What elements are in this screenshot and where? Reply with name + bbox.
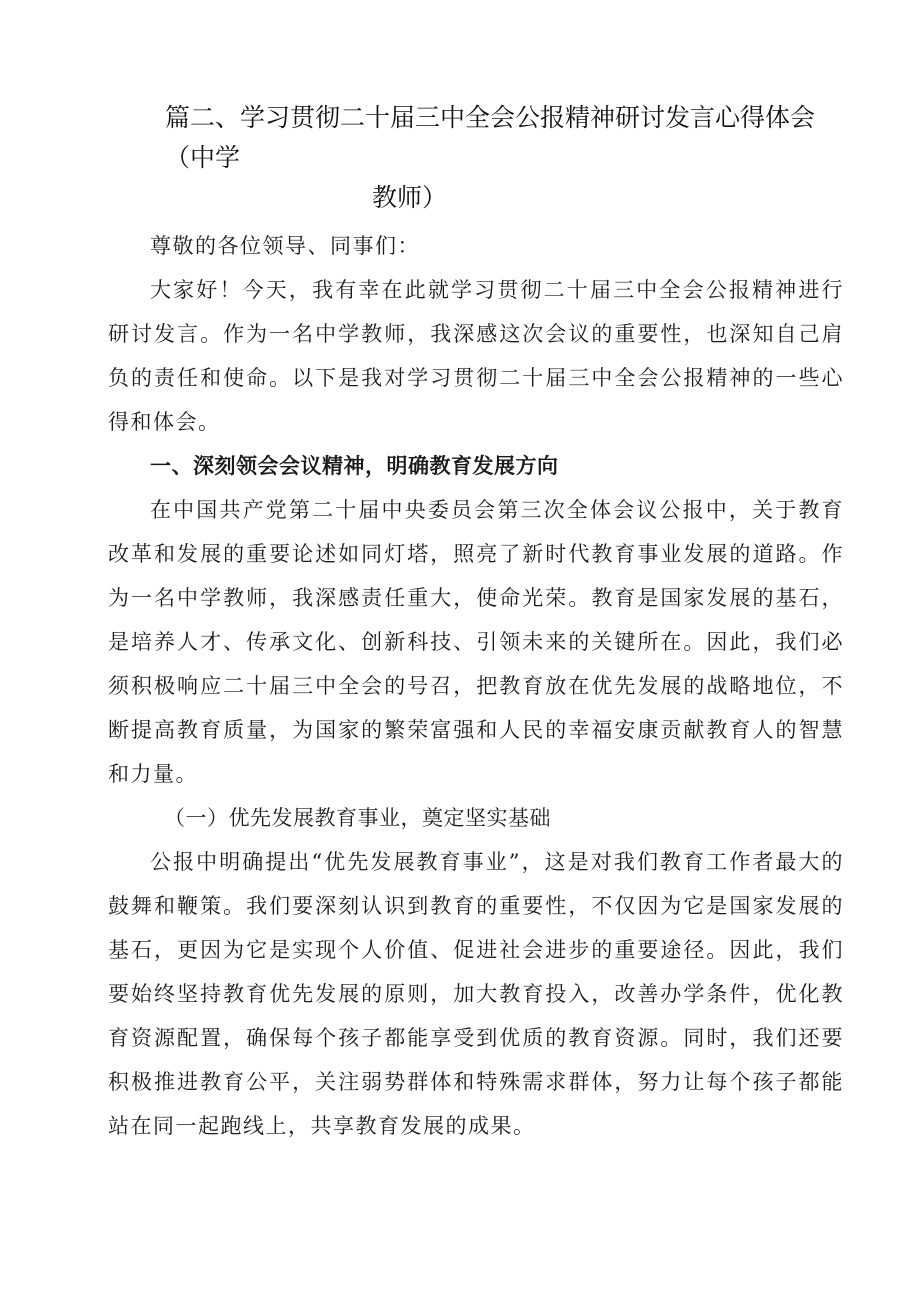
- document-title: [165, 98, 855, 218]
- document-body: [108, 224, 844, 1148]
- subsection-1-heading: （一）优先发展教育事业，奠定坚实基础: [164, 806, 551, 830]
- section-1-paragraph: 在中国共产党第二十届中央委员会第三次全体会议公报中，关于教育改革和发展的重要论述如同灯塔，照亮了新时代教育事业发展的道路。作为一名中学教师，我深感责任重大，使命光荣。教育是国家发展的基石，是培养人才、传承文化、创新科技、引领未来的关键所在。因此，我们必须积极响应二十届三中全会的号召，把教育放在优先发展的战略地位，不断提高教育质量，为国家的繁荣富强和人民的幸福安康贡献教育人的智慧和力量。: [108, 498, 844, 786]
- intro-paragraph: 大家好！今天，我有幸在此就学习贯彻二十届三中全会公报精神进行研讨发言。作为一名中学教师，我深感这次会议的重要性，也深知自己肩负的责任和使命。以下是我对学习贯彻二十届三中全会公报精神的一些心得和体会。: [108, 278, 844, 434]
- greeting: 尊敬的各位领导、同事们：: [150, 234, 420, 258]
- title-line-1: 篇二、学习贯彻二十届三中全会公报精神研讨发言心得体会（中学: [165, 103, 816, 172]
- section-1-heading: 一、深刻领会会议精神，明确教育发展方向: [150, 454, 559, 478]
- title-line-2: 教师）: [372, 183, 448, 212]
- subsection-1-paragraph: 公报中明确提出“优先发展教育事业”，这是对我们教育工作者最大的鼓舞和鞭策。我们要深刻认识到教育的重要性，不仅因为它是国家发展的基石，更因为它是实现个人价值、促进社会进步的重要途径。因此，我们要始终坚持教育优先发展的原则，加大教育投入，改善办学条件，优化教育资源配置，确保每个孩子都能享受到优质的教育资源。同时，我们还要积极推进教育公平，关注弱势群体和特殊需求群体，努力让每个孩子都能站在同一起跑线上，共享教育发展的成果。: [108, 850, 844, 1138]
